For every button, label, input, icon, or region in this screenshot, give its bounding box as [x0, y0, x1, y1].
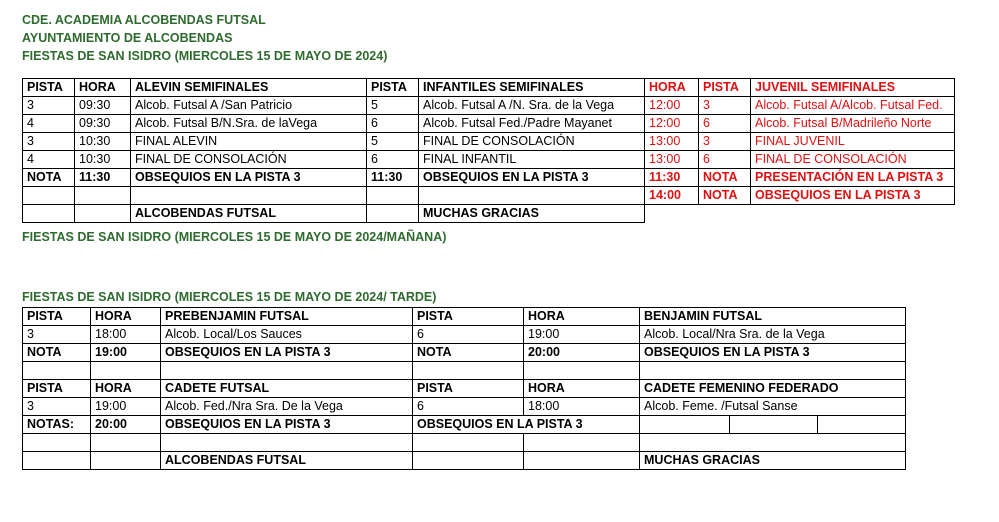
cell: OBSEQUIOS EN LA PISTA 3 [751, 187, 955, 205]
table-header-row [23, 380, 906, 398]
cell: 10:30 [75, 151, 131, 169]
header-pista: PISTA [23, 79, 75, 97]
table-row [23, 434, 906, 452]
org-title: CDE. ACADEMIA ALCOBENDAS FUTSAL [22, 13, 266, 27]
cell [751, 205, 955, 223]
cell [699, 205, 751, 223]
cell: FINAL DE CONSOLACIÓN [751, 151, 955, 169]
header-hora: HORA [75, 79, 131, 97]
cell: FINAL INFANTIL [419, 151, 645, 169]
cell: 6 [699, 115, 751, 133]
cell: 11:30 [367, 169, 419, 187]
cell: 3 [23, 133, 75, 151]
cell: OBSEQUIOS EN LA PISTA 3 [161, 416, 413, 434]
cell: 13:00 [645, 151, 699, 169]
header-benjamin: BENJAMIN FUTSAL [640, 308, 906, 326]
cell: Alcob. Futsal B/Madrileño Norte [751, 115, 955, 133]
cell: 6 [367, 151, 419, 169]
cell [23, 205, 75, 223]
cell: OBSEQUIOS EN LA PISTA 3 [161, 344, 413, 362]
table-row [23, 97, 955, 115]
cell: NOTA [23, 344, 91, 362]
cell: 4 [23, 115, 75, 133]
cell: 6 [413, 326, 524, 344]
header-pista: PISTA [23, 380, 91, 398]
table-header-row [23, 308, 906, 326]
cell: 20:00 [524, 344, 640, 362]
header-cadete: CADETE FUTSAL [161, 380, 413, 398]
event-title: FIESTAS DE SAN ISIDRO (MIERCOLES 15 DE MAYO DE 2024) [22, 49, 388, 63]
header-hora: HORA [524, 308, 640, 326]
cell [413, 362, 524, 380]
cell: NOTA [413, 344, 524, 362]
afternoon-schedule-table [22, 307, 906, 470]
header-hora: HORA [91, 380, 161, 398]
cell: 3 [23, 398, 91, 416]
cell [23, 187, 75, 205]
header-pista: PISTA [23, 308, 91, 326]
header-infantiles: INFANTILES SEMIFINALES [419, 79, 645, 97]
header-alevin: ALEVIN SEMIFINALES [131, 79, 367, 97]
cell: 11:30 [645, 169, 699, 187]
cell: ALCOBENDAS FUTSAL [131, 205, 367, 223]
cell: 09:30 [75, 115, 131, 133]
cell [413, 452, 524, 470]
cell [23, 452, 91, 470]
table-row [23, 326, 906, 344]
table-row [23, 115, 955, 133]
cell: OBSEQUIOS EN LA PISTA 3 [419, 169, 645, 187]
cell: FINAL DE CONSOLACIÓN [419, 133, 645, 151]
council-title: AYUNTAMIENTO DE ALCOBENDAS [22, 31, 233, 45]
cell [91, 452, 161, 470]
cell: 12:00 [645, 115, 699, 133]
cell: 12:00 [645, 97, 699, 115]
cell: NOTAS: [23, 416, 91, 434]
cell [23, 434, 91, 452]
cell [640, 416, 730, 434]
table-row [23, 344, 906, 362]
cell [161, 362, 413, 380]
table-row [23, 205, 955, 223]
cell: 19:00 [91, 398, 161, 416]
cell [640, 362, 906, 380]
cell: Alcob. Futsal A /N. Sra. de la Vega [419, 97, 645, 115]
cell [367, 205, 419, 223]
cell: FINAL DE CONSOLACIÓN [131, 151, 367, 169]
cell: 19:00 [524, 326, 640, 344]
header-prebenjamin: PREBENJAMIN FUTSAL [161, 308, 413, 326]
header-hora: HORA [645, 79, 699, 97]
cell [413, 434, 524, 452]
cell [91, 434, 161, 452]
cell: 3 [699, 133, 751, 151]
table-row [23, 398, 906, 416]
cell: 3 [699, 97, 751, 115]
cell: OBSEQUIOS EN LA PISTA 3 [640, 344, 906, 362]
cell [91, 362, 161, 380]
header-hora: HORA [91, 308, 161, 326]
cell [161, 434, 413, 452]
cell: Alcob. Futsal Fed./Padre Mayanet [419, 115, 645, 133]
cell [131, 187, 367, 205]
header-pista: PISTA [367, 79, 419, 97]
table-row [23, 452, 906, 470]
table-row [23, 362, 906, 380]
cell: 3 [23, 326, 91, 344]
table-header-row [23, 79, 955, 97]
cell: 13:00 [645, 133, 699, 151]
cell: 6 [699, 151, 751, 169]
cell: 6 [413, 398, 524, 416]
cell: NOTA [23, 169, 75, 187]
cell [524, 362, 640, 380]
cell: Alcob. Futsal A /San Patricio [131, 97, 367, 115]
cell: Alcob. Local/Nra Sra. de la Vega [640, 326, 906, 344]
afternoon-caption: FIESTAS DE SAN ISIDRO (MIERCOLES 15 DE MAYO DE 2024/ TARDE) [22, 290, 437, 304]
header-hora: HORA [524, 380, 640, 398]
cell: 4 [23, 151, 75, 169]
cell: 09:30 [75, 97, 131, 115]
cell [645, 205, 699, 223]
cell: 18:00 [91, 326, 161, 344]
cell: FINAL ALEVIN [131, 133, 367, 151]
cell: Alcob. Feme. /Futsal Sanse [640, 398, 906, 416]
cell: OBSEQUIOS EN LA PISTA 3 [413, 416, 640, 434]
cell [524, 434, 640, 452]
cell: 6 [367, 115, 419, 133]
cell: ALCOBENDAS FUTSAL [161, 452, 413, 470]
table-row [23, 187, 955, 205]
cell: Alcob. Futsal B/N.Sra. de laVega [131, 115, 367, 133]
morning-caption: FIESTAS DE SAN ISIDRO (MIERCOLES 15 DE MAYO DE 2024/MAÑANA) [22, 230, 447, 244]
cell: NOTA [699, 169, 751, 187]
cell: FINAL JUVENIL [751, 133, 955, 151]
cell [75, 187, 131, 205]
cell [524, 452, 640, 470]
cell: PRESENTACIÓN EN LA PISTA 3 [751, 169, 955, 187]
cell: Alcob. Local/Los Sauces [161, 326, 413, 344]
header-cadete-femenino: CADETE FEMENINO FEDERADO [640, 380, 906, 398]
cell: 10:30 [75, 133, 131, 151]
cell: OBSEQUIOS EN LA PISTA 3 [131, 169, 367, 187]
cell: 11:30 [75, 169, 131, 187]
cell: 20:00 [91, 416, 161, 434]
cell: 3 [23, 97, 75, 115]
cell: 5 [367, 133, 419, 151]
header-pista: PISTA [699, 79, 751, 97]
table-row [23, 151, 955, 169]
cell: Alcob. Fed./Nra Sra. De la Vega [161, 398, 413, 416]
morning-schedule-table [22, 78, 955, 223]
header-pista: PISTA [413, 380, 524, 398]
cell [367, 187, 419, 205]
cell: NOTA [699, 187, 751, 205]
cell [75, 205, 131, 223]
cell: MUCHAS GRACIAS [640, 452, 906, 470]
table-row [23, 169, 955, 187]
cell [818, 416, 906, 434]
header-pista: PISTA [413, 308, 524, 326]
header-juvenil: JUVENIL SEMIFINALES [751, 79, 955, 97]
table-row [23, 416, 906, 434]
cell [730, 416, 818, 434]
cell: Alcob. Futsal A/Alcob. Futsal Fed. [751, 97, 955, 115]
cell [419, 187, 645, 205]
cell [640, 434, 906, 452]
cell: 5 [367, 97, 419, 115]
cell: 18:00 [524, 398, 640, 416]
cell: MUCHAS GRACIAS [419, 205, 645, 223]
cell: 19:00 [91, 344, 161, 362]
table-row [23, 133, 955, 151]
cell: 14:00 [645, 187, 699, 205]
cell [23, 362, 91, 380]
